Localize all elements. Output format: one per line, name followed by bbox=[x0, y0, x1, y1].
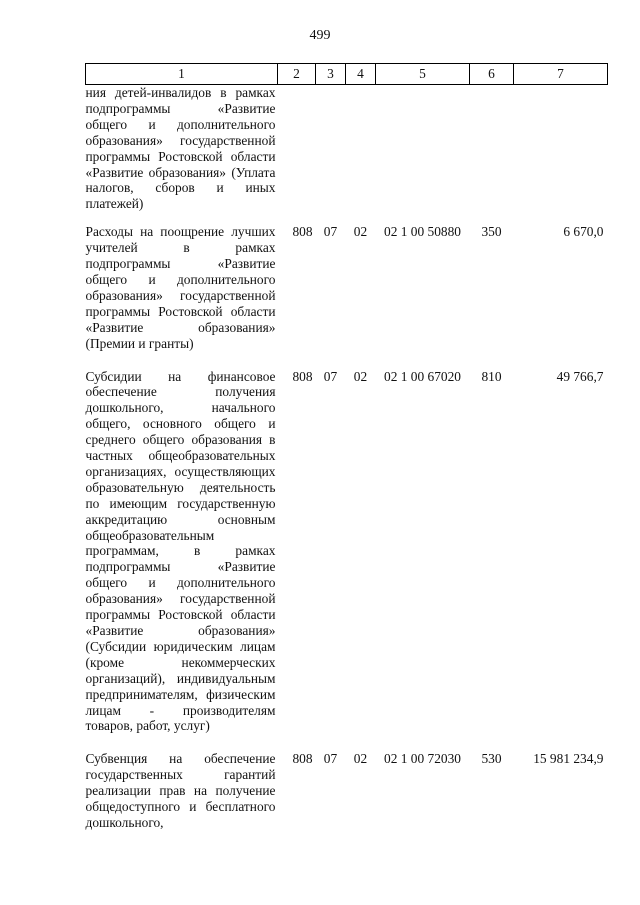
header-col-2: 2 bbox=[278, 64, 316, 85]
row-amount: 6 670,0 bbox=[563, 224, 604, 240]
row-description: Расходы на поощрение лучших учителей в рамках подпрограммы «Развитие общего и дополнительного образования» государственной программы Ростовской области «Развитие образования» (Премии и гранты) bbox=[85, 224, 276, 351]
row-section-code: 07 bbox=[323, 368, 338, 384]
header-col-4: 4 bbox=[346, 64, 376, 85]
row-target-article: 02 1 00 50880 bbox=[384, 224, 461, 240]
page-number: 499 bbox=[309, 28, 331, 43]
table-row bbox=[86, 224, 608, 368]
row-target-article: 02 1 00 67020 bbox=[384, 368, 461, 384]
row-subsection-code: 02 bbox=[353, 368, 368, 384]
table-row bbox=[86, 369, 608, 752]
row-expense-type: 350 bbox=[481, 224, 502, 240]
row-amount: 15 981 234,9 bbox=[533, 751, 604, 767]
row-description: Субвенция на обеспечение государственных гарантий реализации прав на получение общедоступного и бесплатного дошкольного, bbox=[85, 751, 276, 830]
header-row bbox=[86, 64, 608, 85]
row-expense-type: 530 bbox=[481, 751, 502, 767]
table-row-continuation bbox=[86, 85, 608, 225]
row-subsection-code: 02 bbox=[353, 751, 368, 767]
row-description: ния детей-инвалидов в рамках подпрограммы «Развитие общего и дополнительного образования» государственной программы Ростовской области «Развитие образования» (Уплата налогов, сборов и иных платежей) bbox=[85, 85, 276, 212]
row-subsection-code: 02 bbox=[353, 224, 368, 240]
row-ministry-code: 808 bbox=[292, 224, 313, 240]
row-section-code: 07 bbox=[323, 751, 338, 767]
row-amount: 49 766,7 bbox=[556, 368, 604, 384]
header-col-3: 3 bbox=[316, 64, 346, 85]
header-col-7: 7 bbox=[514, 64, 608, 85]
row-expense-type: 810 bbox=[481, 368, 502, 384]
row-ministry-code: 808 bbox=[292, 368, 313, 384]
row-target-article: 02 1 00 72030 bbox=[384, 751, 461, 767]
table-row bbox=[86, 751, 608, 848]
row-ministry-code: 808 bbox=[292, 751, 313, 767]
row-description: Субсидии на финансовое обеспечение получения дошкольного, начального общего, основного общего и среднего общего образования в частных общеобразовательных организациях, осуществляющих образовательную деятельность по имеющим государственную аккредитацию основным общеобразовательным программам, в рамках подпрограммы «Развитие общего и дополнительного образования» государственной программы Ростовской области «Развитие образования» (Субсидии юридическим лицам (кроме некоммерческих организаций), индивидуальным предпринимателям, физическим лицам - производителям товаров, работ, услуг) bbox=[85, 368, 276, 734]
budget-table bbox=[85, 63, 608, 848]
header-col-6: 6 bbox=[470, 64, 514, 85]
header-col-1: 1 bbox=[86, 64, 278, 85]
header-col-5: 5 bbox=[376, 64, 470, 85]
row-section-code: 07 bbox=[323, 224, 338, 240]
